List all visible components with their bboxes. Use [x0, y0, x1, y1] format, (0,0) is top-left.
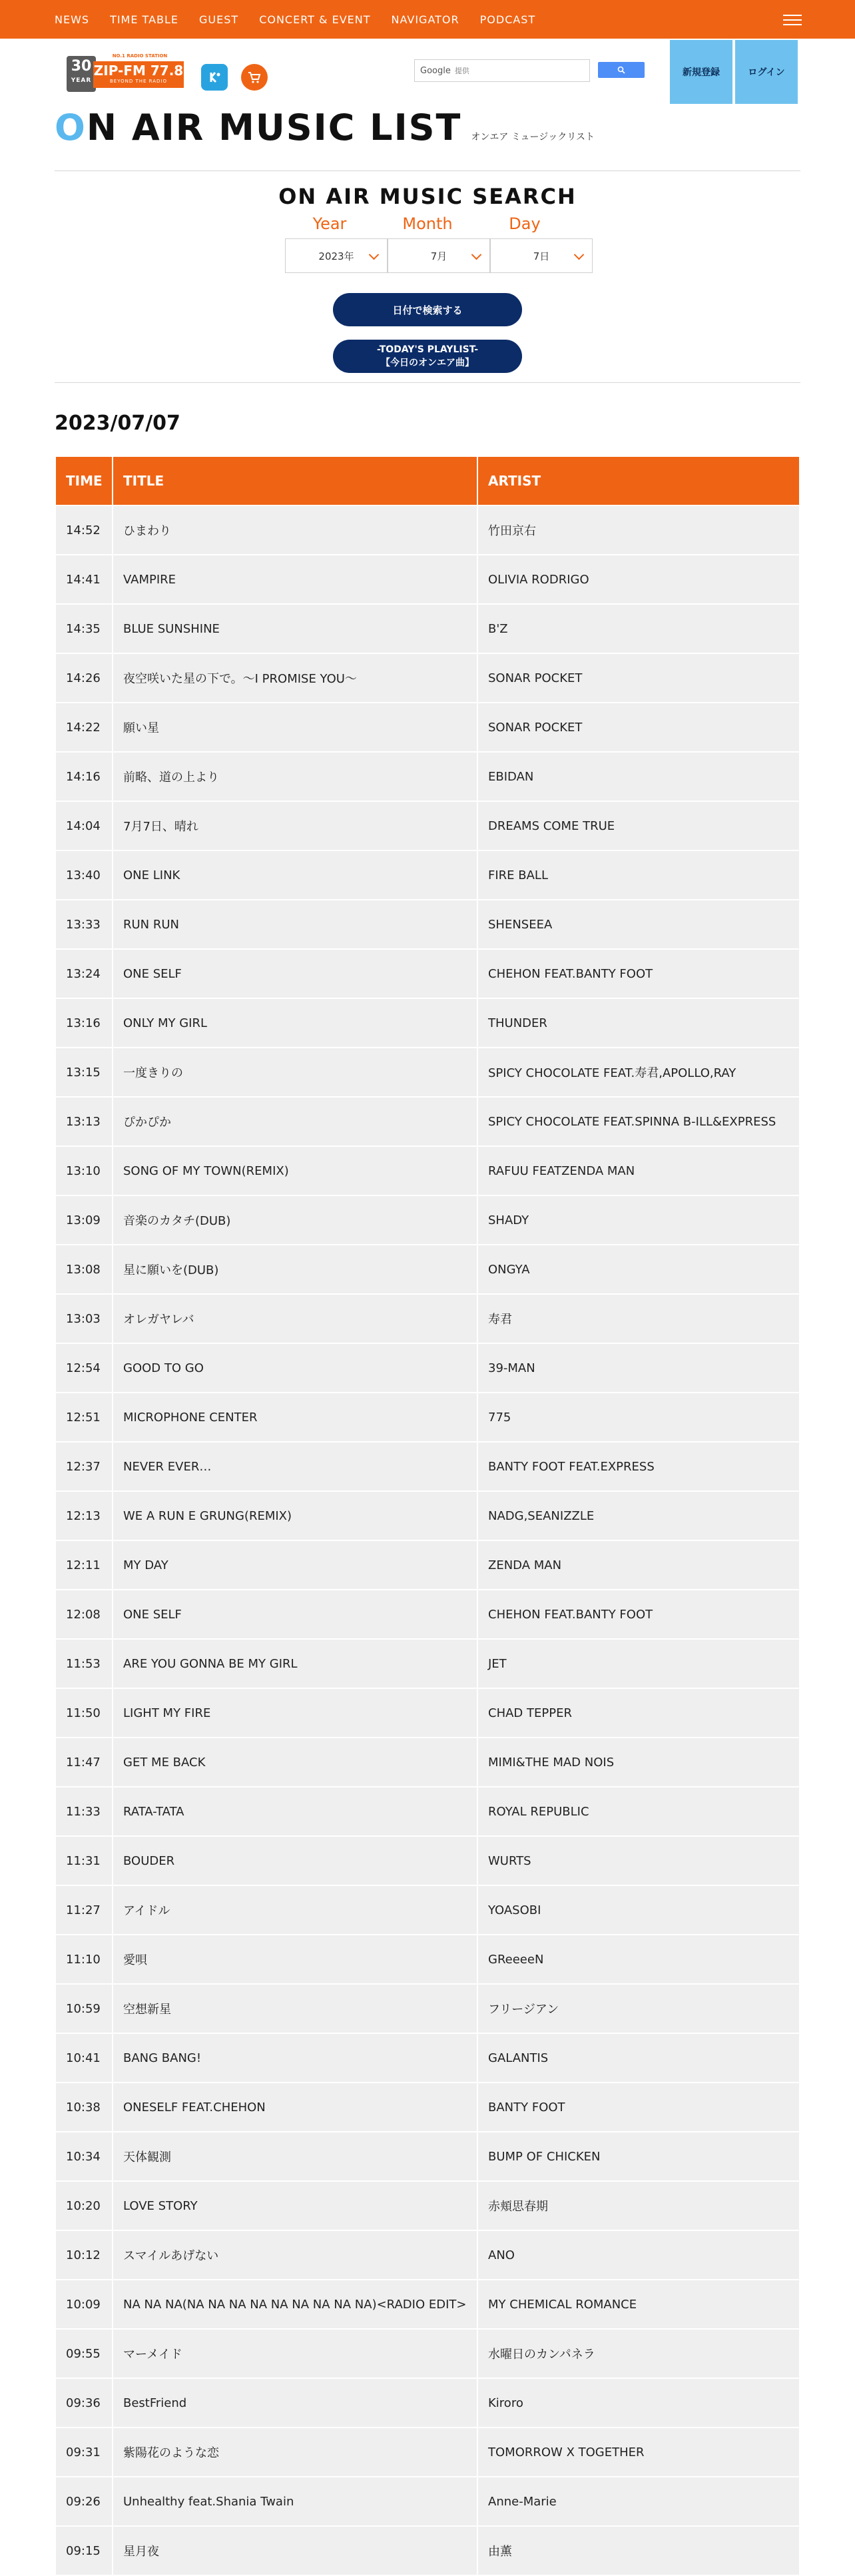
hamburger-menu-icon[interactable]: [783, 15, 802, 25]
nav-menu: [55, 13, 556, 26]
cell-time: 13:03: [56, 1295, 112, 1343]
year-select[interactable]: [285, 238, 388, 273]
cell-artist: CHEHON FEAT.BANTY FOOT: [478, 1590, 799, 1638]
cell-artist: GReeeeN: [478, 1935, 799, 1983]
table-row: [56, 654, 799, 702]
cell-artist: SPICY CHOCOLATE FEAT.寿君,APOLLO,RAY: [478, 1048, 799, 1096]
table-row: [56, 1689, 799, 1737]
cell-artist: フリージアン: [478, 1985, 799, 2033]
table-row: [56, 1590, 799, 1638]
cell-title: ぴかぴか: [113, 1098, 477, 1145]
cell-artist: NADG,SEANIZZLE: [478, 1492, 799, 1540]
radiko-icon[interactable]: [201, 64, 228, 91]
register-button[interactable]: 新規登録: [670, 40, 732, 104]
table-row: [56, 2527, 799, 2575]
chevron-down-icon: [574, 250, 585, 260]
cell-artist: SHENSEEA: [478, 900, 799, 948]
table-row: [56, 1541, 799, 1589]
logo-subtitle: BEYOND THE RADIO: [110, 79, 167, 84]
table-row: [56, 2083, 799, 2131]
cell-time: 11:33: [56, 1787, 112, 1835]
cell-title: オレガヤレバ: [113, 1295, 477, 1343]
table-row: [56, 1886, 799, 1934]
cell-artist: ANO: [478, 2231, 799, 2279]
year-label: Year: [312, 214, 347, 233]
cell-time: 09:31: [56, 2428, 112, 2476]
cell-title: アイドル: [113, 1886, 477, 1934]
table-row: [56, 950, 799, 998]
list-date-heading: 2023/07/07: [55, 412, 180, 435]
cell-time: 12:54: [56, 1344, 112, 1392]
cell-artist: YOASOBI: [478, 1886, 799, 1934]
nav-item[interactable]: PODCAST: [479, 13, 536, 26]
cell-time: 10:41: [56, 2034, 112, 2082]
table-row: [56, 1393, 799, 1441]
table-row: [56, 1738, 799, 1786]
table-row: [56, 703, 799, 751]
cell-title: WE A RUN E GRUNG(REMIX): [113, 1492, 477, 1540]
table-row: [56, 2231, 799, 2279]
logo-30-year-badge: 30 YEAR: [67, 56, 96, 92]
cell-artist: EBIDAN: [478, 753, 799, 801]
cell-artist: GALANTIS: [478, 2034, 799, 2082]
cell-title: 紫陽花のような恋: [113, 2428, 477, 2476]
nav-item[interactable]: NAVIGATOR: [391, 13, 459, 26]
cell-time: 11:50: [56, 1689, 112, 1737]
cell-artist: SHADY: [478, 1196, 799, 1244]
cell-title: LIGHT MY FIRE: [113, 1689, 477, 1737]
page-title: [55, 107, 595, 153]
cell-artist: 寿君: [478, 1295, 799, 1343]
table-row: [56, 1837, 799, 1885]
divider: [55, 170, 800, 171]
search-icon: [617, 66, 625, 74]
cell-time: 11:53: [56, 1640, 112, 1688]
cell-artist: JET: [478, 1640, 799, 1688]
cell-title: BANG BANG!: [113, 2034, 477, 2082]
cell-title: Unhealthy feat.Shania Twain: [113, 2477, 477, 2525]
cell-title: 愛唄: [113, 1935, 477, 1983]
table-row: [56, 1492, 799, 1540]
cell-artist: Kiroro: [478, 2379, 799, 2427]
cell-artist: Anne-Marie: [478, 2477, 799, 2525]
cell-artist: 竹田京右: [478, 506, 799, 554]
cell-title: 願い星: [113, 703, 477, 751]
cell-artist: BUMP OF CHICKEN: [478, 2132, 799, 2180]
table-row: [56, 2034, 799, 2082]
cell-title: ONESELF FEAT.CHEHON: [113, 2083, 477, 2131]
cell-artist: SONAR POCKET: [478, 654, 799, 702]
cell-time: 11:31: [56, 1837, 112, 1885]
cell-title: ONLY MY GIRL: [113, 999, 477, 1047]
todays-playlist-label: -TODAY'S PLAYLIST-: [376, 344, 479, 355]
search-by-date-button[interactable]: [333, 293, 522, 326]
day-label: Day: [509, 214, 541, 233]
cell-time: 13:24: [56, 950, 112, 998]
search-brand: Google: [420, 65, 451, 76]
table-row: [56, 1245, 799, 1293]
cell-time: 13:10: [56, 1147, 112, 1195]
cell-time: 10:09: [56, 2280, 112, 2328]
table-row: [56, 1196, 799, 1244]
todays-playlist-button[interactable]: [333, 340, 522, 373]
month-select[interactable]: [388, 238, 490, 273]
cell-time: 14:16: [56, 753, 112, 801]
cell-artist: OLIVIA RODRIGO: [478, 555, 799, 603]
table-row: [56, 900, 799, 948]
table-header-row: [56, 457, 799, 505]
shopping-cart-icon[interactable]: [241, 64, 268, 91]
cell-artist: RAFUU FEATZENDA MAN: [478, 1147, 799, 1195]
day-select-value: 7日: [533, 250, 550, 262]
table-row: [56, 1147, 799, 1195]
cell-time: 14:41: [56, 555, 112, 603]
cell-artist: SONAR POCKET: [478, 703, 799, 751]
cell-title: スマイルあげない: [113, 2231, 477, 2279]
cell-time: 13:09: [56, 1196, 112, 1244]
cell-time: 14:52: [56, 506, 112, 554]
table-row: [56, 605, 799, 653]
col-header-title: TITLE: [113, 457, 477, 505]
table-row: [56, 1443, 799, 1490]
cell-time: 10:20: [56, 2182, 112, 2230]
cell-title: ONE LINK: [113, 851, 477, 899]
logo-tagline: NO.1 RADIO STATION: [112, 53, 168, 59]
table-row: [56, 753, 799, 801]
cell-title: VAMPIRE: [113, 555, 477, 603]
cell-artist: ONGYA: [478, 1245, 799, 1293]
cell-title: NA NA NA(NA NA NA NA NA NA NA NA NA)<RADIO EDIT>: [113, 2280, 477, 2328]
table-row: [56, 506, 799, 554]
table-row: [56, 2477, 799, 2525]
cell-title: 7月7日、晴れ: [113, 802, 477, 850]
cell-artist: 39-MAN: [478, 1344, 799, 1392]
cell-artist: WURTS: [478, 1837, 799, 1885]
cell-title: GET ME BACK: [113, 1738, 477, 1786]
cell-time: 13:15: [56, 1048, 112, 1096]
cell-artist: CHAD TEPPER: [478, 1689, 799, 1737]
chevron-down-icon: [369, 250, 380, 260]
table-row: [56, 999, 799, 1047]
cell-title: NEVER EVER…: [113, 1443, 477, 1490]
cell-time: 13:33: [56, 900, 112, 948]
month-label: Month: [402, 214, 453, 233]
cell-title: ONE SELF: [113, 1590, 477, 1638]
cell-artist: SPICY CHOCOLATE FEAT.SPINNA B-ILL&EXPRESS: [478, 1098, 799, 1145]
cell-time: 09:15: [56, 2527, 112, 2575]
cell-time: 09:36: [56, 2379, 112, 2427]
cell-artist: BANTY FOOT FEAT.EXPRESS: [478, 1443, 799, 1490]
cell-time: 14:04: [56, 802, 112, 850]
cell-artist: THUNDER: [478, 999, 799, 1047]
cell-artist: TOMORROW X TOGETHER: [478, 2428, 799, 2476]
onair-music-table: [55, 456, 800, 2576]
search-placeholder: 提供: [454, 67, 469, 75]
page-subtitle: オンエア ミュージックリスト: [471, 132, 595, 143]
music-search-title: ON AIR MUSIC SEARCH: [278, 184, 577, 209]
cell-artist: ROYAL REPUBLIC: [478, 1787, 799, 1835]
cell-artist: MIMI&THE MAD NOIS: [478, 1738, 799, 1786]
cell-artist: 赤頬思春期: [478, 2182, 799, 2230]
cell-title: BestFriend: [113, 2379, 477, 2427]
cell-title: RUN RUN: [113, 900, 477, 948]
cell-time: 11:10: [56, 1935, 112, 1983]
cell-time: 09:55: [56, 2330, 112, 2378]
table-row: [56, 2428, 799, 2476]
cell-time: 14:22: [56, 703, 112, 751]
page-title-text: ON AIR MUSIC LIST: [55, 107, 462, 149]
cell-time: 14:35: [56, 605, 112, 653]
col-header-time: TIME: [56, 457, 112, 505]
cell-title: ARE YOU GONNA BE MY GIRL: [113, 1640, 477, 1688]
cell-title: GOOD TO GO: [113, 1344, 477, 1392]
nav-item[interactable]: GUEST: [199, 13, 239, 26]
cell-title: MICROPHONE CENTER: [113, 1393, 477, 1441]
table-row: [56, 802, 799, 850]
cell-time: 12:08: [56, 1590, 112, 1638]
cell-title: 星月夜: [113, 2527, 477, 2575]
search-by-date-label: 日付で検索する: [392, 304, 463, 316]
table-row: [56, 1935, 799, 1983]
cell-title: BLUE SUNSHINE: [113, 605, 477, 653]
table-row: [56, 2330, 799, 2378]
table-row: [56, 1344, 799, 1392]
cell-title: RATA-TATA: [113, 1787, 477, 1835]
logo-name: ZIP-FM 77.8: [93, 61, 184, 88]
divider: [55, 382, 800, 383]
cell-artist: FIRE BALL: [478, 851, 799, 899]
site-search-button[interactable]: [598, 62, 645, 78]
cell-artist: 由薫: [478, 2527, 799, 2575]
cell-artist: ZENDA MAN: [478, 1541, 799, 1589]
cell-time: 11:47: [56, 1738, 112, 1786]
cell-title: 前略、道の上より: [113, 753, 477, 801]
table-row: [56, 2182, 799, 2230]
cell-title: ONE SELF: [113, 950, 477, 998]
chevron-down-icon: [471, 250, 482, 260]
table-row: [56, 1295, 799, 1343]
cell-title: ひまわり: [113, 506, 477, 554]
cell-time: 10:38: [56, 2083, 112, 2131]
cell-time: 12:11: [56, 1541, 112, 1589]
cell-artist: MY CHEMICAL ROMANCE: [478, 2280, 799, 2328]
table-row: [56, 1098, 799, 1145]
cell-time: 11:27: [56, 1886, 112, 1934]
cell-title: SONG OF MY TOWN(REMIX): [113, 1147, 477, 1195]
month-select-value: 7月: [430, 250, 447, 262]
cell-title: 一度きりの: [113, 1048, 477, 1096]
cell-artist: BANTY FOOT: [478, 2083, 799, 2131]
cell-artist: 水曜日のカンパネラ: [478, 2330, 799, 2378]
table-row: [56, 1048, 799, 1096]
nav-item[interactable]: NEWS: [55, 13, 90, 26]
cell-time: 12:51: [56, 1393, 112, 1441]
cell-title: マーメイド: [113, 2330, 477, 2378]
cell-time: 10:59: [56, 1985, 112, 2033]
cell-title: 夜空咲いた星の下で。〜I PROMISE YOU〜: [113, 654, 477, 702]
cell-title: 星に願いを(DUB): [113, 1245, 477, 1293]
cell-time: 13:08: [56, 1245, 112, 1293]
site-search-input[interactable]: [414, 59, 590, 82]
nav-item[interactable]: CONCERT & EVENT: [259, 13, 371, 26]
cell-time: 09:26: [56, 2477, 112, 2525]
cell-time: 13:16: [56, 999, 112, 1047]
station-logo[interactable]: [67, 52, 184, 93]
cell-artist: CHEHON FEAT.BANTY FOOT: [478, 950, 799, 998]
day-select[interactable]: [490, 238, 593, 273]
cell-time: 10:34: [56, 2132, 112, 2180]
col-header-artist: ARTIST: [478, 457, 799, 505]
cell-artist: DREAMS COME TRUE: [478, 802, 799, 850]
table-row: [56, 1640, 799, 1688]
cell-time: 13:40: [56, 851, 112, 899]
table-row: [56, 2132, 799, 2180]
todays-playlist-sublabel: 【今日のオンエア曲】: [381, 358, 474, 368]
cell-time: 12:37: [56, 1443, 112, 1490]
cell-title: 天体観測: [113, 2132, 477, 2180]
cell-title: BOUDER: [113, 1837, 477, 1885]
cell-title: 音楽のカタチ(DUB): [113, 1196, 477, 1244]
login-button[interactable]: ログイン: [735, 40, 798, 104]
cell-time: 14:26: [56, 654, 112, 702]
cell-time: 10:12: [56, 2231, 112, 2279]
cell-title: LOVE STORY: [113, 2182, 477, 2230]
cell-title: MY DAY: [113, 1541, 477, 1589]
cell-artist: 775: [478, 1393, 799, 1441]
year-select-value: 2023年: [318, 250, 354, 262]
table-row: [56, 2379, 799, 2427]
cell-time: 13:13: [56, 1098, 112, 1145]
cell-artist: B'Z: [478, 605, 799, 653]
table-row: [56, 2280, 799, 2328]
cell-time: 12:13: [56, 1492, 112, 1540]
table-row: [56, 1985, 799, 2033]
table-row: [56, 1787, 799, 1835]
top-nav: [0, 0, 855, 39]
table-row: [56, 555, 799, 603]
table-row: [56, 851, 799, 899]
nav-item[interactable]: TIME TABLE: [110, 13, 179, 26]
cell-title: 空想新星: [113, 1985, 477, 2033]
